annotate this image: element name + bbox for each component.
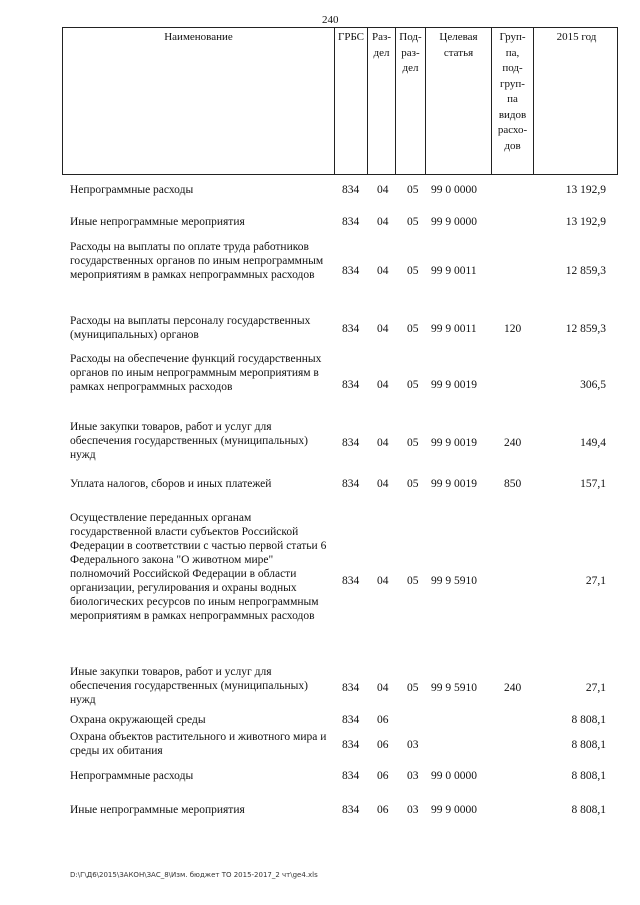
row-podrazdel: 03 — [407, 770, 419, 782]
row-razdel: 04 — [377, 323, 389, 335]
row-name: Иные непрограммные мероприятия — [70, 804, 245, 816]
row-podrazdel: 05 — [407, 575, 419, 587]
row-name: Расходы на обеспечение функций государственных органов по иным непрограммным мероприятиям в рамках непрограммных расходов — [70, 353, 322, 393]
row-name: Осуществление переданных органам государственной власти субъектов Российской Федерации в соответствии с частью первой статьи 6 Федерального закона "О животном мире" полномочий Российской Федерации в области организации, регулирования и охраны водных биологических ресурсов по иным непрограммным мероприятиям в рамках непрограммных расходов — [70, 512, 327, 622]
row-sum: 306,5 — [580, 379, 606, 391]
row-podrazdel: 05 — [407, 323, 419, 335]
row-expense-group: 850 — [504, 478, 522, 490]
row-razdel: 04 — [377, 682, 389, 694]
row-sum: 12 859,3 — [565, 265, 606, 277]
row-razdel: 04 — [377, 184, 389, 196]
row-grbs: 834 — [342, 478, 360, 490]
row-name: Уплата налогов, сборов и иных платежей — [70, 478, 272, 490]
row-razdel: 04 — [377, 437, 389, 449]
row-podrazdel: 05 — [407, 682, 419, 694]
row-razdel: 04 — [377, 265, 389, 277]
row-target-article: 99 9 0000 — [431, 216, 477, 228]
row-podrazdel: 05 — [407, 379, 419, 391]
table-row — [0, 183, 640, 197]
table-row — [0, 240, 640, 300]
header-name: Наименование — [63, 28, 335, 174]
row-name: Охрана окружающей среды — [70, 714, 206, 726]
page-number: 240 — [322, 14, 339, 26]
row-podrazdel: 05 — [407, 265, 419, 277]
row-razdel: 04 — [377, 216, 389, 228]
table-row — [0, 803, 640, 817]
row-target-article: 99 0 0000 — [431, 184, 477, 196]
row-podrazdel: 05 — [407, 216, 419, 228]
row-grbs: 834 — [342, 437, 360, 449]
row-name: Непрограммные расходы — [70, 184, 194, 196]
row-grbs: 834 — [342, 323, 360, 335]
row-target-article: 99 9 0000 — [431, 804, 477, 816]
row-podrazdel: 05 — [407, 184, 419, 196]
row-razdel: 04 — [377, 478, 389, 490]
file-path-footer: D:\Г\Д6\2015\ЗАКОН\ЗАС_8\Изм. бюджет ТО 2015-2017_2 чт\ge4.xls — [70, 871, 318, 879]
row-grbs: 834 — [342, 216, 360, 228]
row-name: Непрограммные расходы — [70, 770, 194, 782]
row-name: Иные непрограммные мероприятия — [70, 216, 245, 228]
header-expense-group: Груп- па, под- груп- па видов расхо- дов — [492, 28, 534, 174]
table-row — [0, 713, 640, 727]
table-row — [0, 314, 640, 344]
header-grbs: ГРБС — [335, 28, 368, 174]
row-podrazdel: 05 — [407, 478, 419, 490]
row-grbs: 834 — [342, 682, 360, 694]
row-target-article: 99 9 0019 — [431, 437, 477, 449]
row-target-article: 99 9 0019 — [431, 478, 477, 490]
row-grbs: 834 — [342, 575, 360, 587]
row-sum: 13 192,9 — [565, 184, 606, 196]
row-razdel: 06 — [377, 714, 389, 726]
table-row — [0, 352, 640, 412]
row-razdel: 06 — [377, 770, 389, 782]
row-grbs: 834 — [342, 184, 360, 196]
row-razdel: 06 — [377, 739, 389, 751]
header-podrazdel: Под- раз- дел — [396, 28, 426, 174]
row-sum: 13 192,9 — [565, 216, 606, 228]
row-expense-group: 120 — [504, 323, 522, 335]
header-year: 2015 год — [556, 31, 597, 43]
header-target-article: Целевая статья — [426, 28, 492, 174]
header-razdel: Раз- дел — [368, 28, 396, 174]
row-razdel: 04 — [377, 379, 389, 391]
row-grbs: 834 — [342, 714, 360, 726]
row-sum: 27,1 — [585, 682, 606, 694]
row-target-article: 99 9 5910 — [431, 682, 477, 694]
table-row — [0, 769, 640, 783]
row-podrazdel: 05 — [407, 437, 419, 449]
row-name: Охрана объектов растительного и животного мира и среды их обитания — [70, 731, 327, 757]
row-grbs: 834 — [342, 265, 360, 277]
row-target-article: 99 0 0000 — [431, 770, 477, 782]
row-target-article: 99 9 0011 — [431, 265, 477, 277]
row-sum: 8 808,1 — [571, 714, 606, 726]
row-podrazdel: 03 — [407, 804, 419, 816]
row-grbs: 834 — [342, 379, 360, 391]
row-name: Иные закупки товаров, работ и услуг для обеспечения государственных (муниципальных) нужд — [70, 421, 308, 461]
row-sum: 8 808,1 — [571, 804, 606, 816]
row-razdel: 04 — [377, 575, 389, 587]
row-name: Иные закупки товаров, работ и услуг для обеспечения государственных (муниципальных) нужд — [70, 666, 308, 706]
row-sum: 8 808,1 — [571, 770, 606, 782]
table-row — [0, 665, 640, 709]
row-grbs: 834 — [342, 804, 360, 816]
row-razdel: 06 — [377, 804, 389, 816]
table-row — [0, 730, 640, 758]
row-target-article: 99 9 0019 — [431, 379, 477, 391]
row-target-article: 99 9 0011 — [431, 323, 477, 335]
table-row — [0, 215, 640, 229]
row-target-article: 99 9 5910 — [431, 575, 477, 587]
row-name: Расходы на выплаты персоналу государственных (муниципальных) органов — [70, 315, 311, 341]
table-row — [0, 477, 640, 491]
row-grbs: 834 — [342, 770, 360, 782]
row-sum: 8 808,1 — [571, 739, 606, 751]
row-name: Расходы на выплаты по оплате труда работников государственных органов по иным непрограммным мероприятиям в рамках непрограммных расходов — [70, 241, 324, 281]
row-podrazdel: 03 — [407, 739, 419, 751]
row-sum: 12 859,3 — [565, 323, 606, 335]
row-sum: 157,1 — [580, 478, 606, 490]
row-expense-group: 240 — [504, 437, 522, 449]
row-expense-group: 240 — [504, 682, 522, 694]
row-sum: 27,1 — [585, 575, 606, 587]
table-row — [0, 511, 640, 651]
row-sum: 149,4 — [580, 437, 606, 449]
row-grbs: 834 — [342, 739, 360, 751]
table-row — [0, 420, 640, 466]
